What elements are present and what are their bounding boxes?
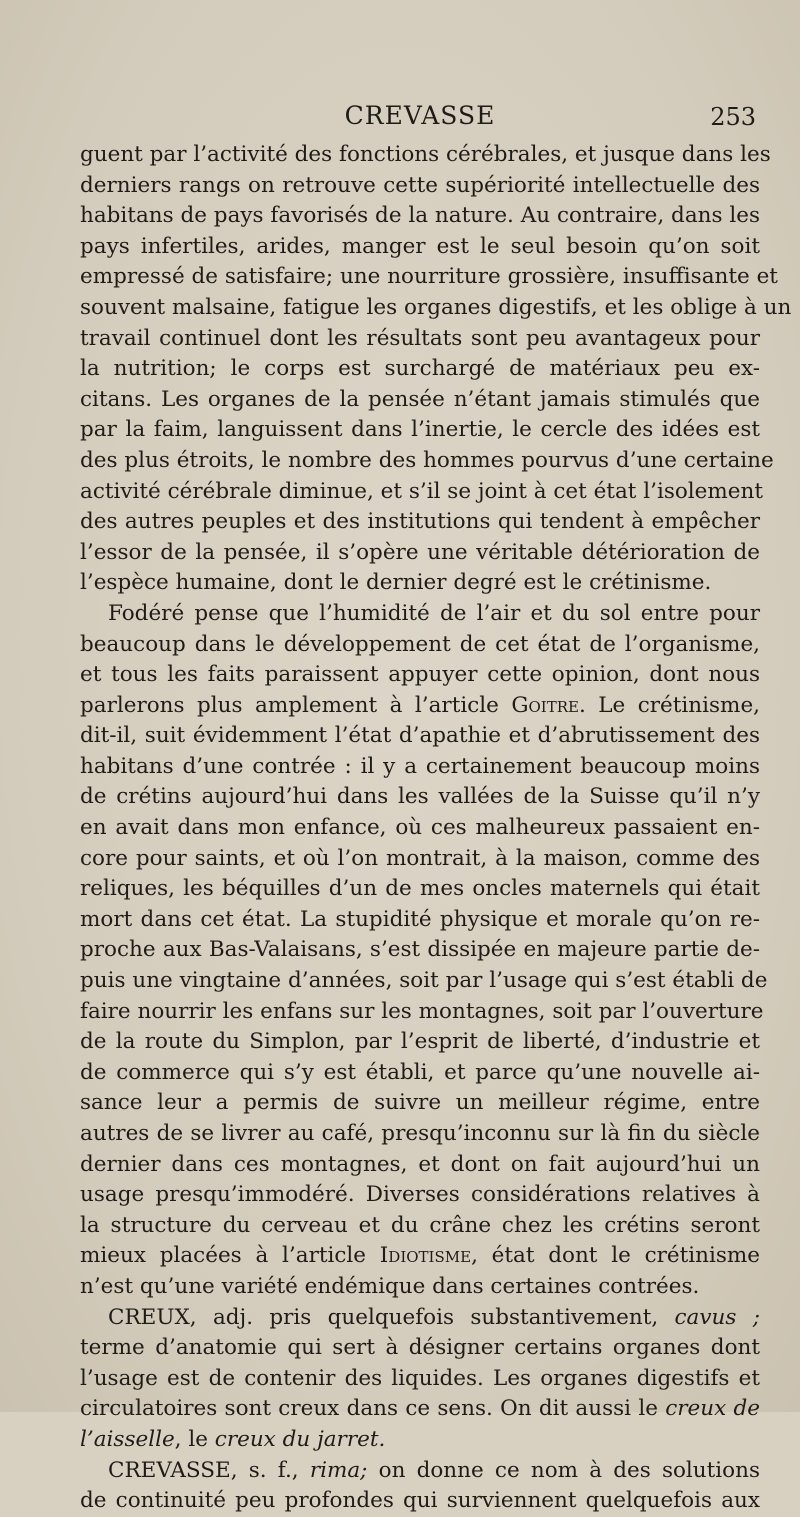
text-line: derniers rangs on retrouve cette supériorité intellectuelle des (80, 172, 760, 198)
text-line (80, 1394, 760, 1425)
text-line: l’usage est de contenir des liquides. Les organes digestifs et (80, 1365, 760, 1391)
text-span: , état dont le crétinisme (471, 1243, 761, 1269)
text-line (80, 1241, 760, 1272)
entry-headword-creux: CREUX (108, 1304, 190, 1330)
text-line: par la faim, languissent dans l’inertie, le cercle des idées est (80, 417, 760, 443)
running-head (80, 99, 760, 133)
text-line (80, 1425, 760, 1456)
text-line: travail continuel dont les résultats sont peu avantageux pour (80, 325, 760, 351)
text-line: l’essor de la pensée, il s’opère une véritable détérioration de (80, 539, 760, 565)
italic-term: creux de (665, 1396, 760, 1422)
text-span: , le (174, 1426, 215, 1452)
text-span: mieux placées à l’article (80, 1243, 380, 1269)
italic-term: creux du jarret. (214, 1426, 386, 1452)
body-text (80, 140, 792, 1517)
text-line: citans. Les organes de la pensée n’étant jamais stimulés que (80, 386, 760, 412)
text-line: reliques, les béquilles d’un de mes oncles maternels qui était (80, 876, 760, 902)
text-line: puis une vingtaine d’années, soit par l’usage qui s’est établi de (80, 968, 768, 994)
text-span: parlerons plus amplement à l’article (80, 692, 512, 718)
text-line: de la route du Simplon, par l’esprit de liberté, d’industrie et (80, 1029, 760, 1055)
text-line: la structure du cerveau et du crâne chez les crétins seront (80, 1212, 760, 1238)
text-line: pays infertiles, arides, manger est le seul besoin qu’on soit (80, 233, 760, 259)
text-line: empressé de satisfaire; une nourriture grossière, insuffisante et (80, 264, 778, 290)
text-line: de crétins aujourd’hui dans les vallées de la Suisse qu’il n’y (80, 784, 760, 810)
text-span: . Le crétinisme, (578, 692, 760, 718)
text-line: et tous les faits paraissent appuyer cette opinion, dont nous (80, 662, 760, 688)
text-line: faire nourrir les enfans sur les montagnes, soit par l’ouverture (80, 998, 764, 1024)
entry-crevasse (80, 1456, 760, 1487)
text-line: guent par l’activité des fonctions cérébrales, et jusque dans les (80, 142, 771, 167)
cross-reference-goitre: Goitre (511, 692, 579, 718)
text-line: habitans de pays favorisés de la nature. Au contraire, dans les (80, 203, 760, 229)
text-line: des autres peuples et des institutions qui tendent à empêcher (80, 509, 760, 535)
text-line: des plus étroits, le nombre des hommes pourvus d’une certaine (80, 447, 774, 473)
text-line: de continuité peu profondes qui surviennent quelquefois aux (80, 1488, 760, 1514)
running-title: CREVASSE (344, 101, 496, 130)
text-line: de commerce qui s’y est établi, et parce qu’une nouvelle ai- (80, 1059, 760, 1085)
text-line: la nutrition; le corps est surchargé de matériaux peu ex- (80, 356, 760, 382)
text-line: terme d’anatomie qui sert à désigner certains organes dont (80, 1335, 760, 1361)
text-line: beaucoup dans le développement de cet état de l’organisme, (80, 631, 760, 657)
text-line: mort dans cet état. La stupidité physique et morale qu’on re- (80, 906, 760, 932)
text-line: proche aux Bas-Valaisans, s’est dissipée en majeure partie de- (80, 937, 760, 963)
text-line: sance leur a permis de suivre un meilleur régime, entre (80, 1090, 760, 1116)
text-line: usage presqu’immodéré. Diverses considérations relatives à (80, 1182, 760, 1208)
text-line: n’est qu’une variété endémique dans certaines contrées. (80, 1273, 700, 1299)
italic-term: l’aisselle (80, 1426, 175, 1452)
cross-reference-idiotisme: Idiotisme (379, 1243, 472, 1269)
text-line: en avait dans mon enfance, où ces malheureux passaient en- (80, 815, 760, 841)
text-line: Fodéré pense que l’humidité de l’air et du sol entre pour (108, 600, 760, 626)
text-line: l’espèce humaine, dont le dernier degré est le crétinisme. (80, 570, 712, 596)
text-line: autres de se livrer au café, presqu’inconnu sur là fin du siècle (80, 1121, 760, 1146)
text-span: circulatoires sont creux dans ce sens. On dit aussi le (80, 1396, 666, 1422)
text-line (80, 691, 760, 722)
text-line: souvent malsaine, fatigue les organes digestifs, et les oblige à un (80, 294, 792, 320)
text-line: core pour saints, et où l’on montrait, à la maison, comme des (80, 845, 760, 871)
entry-creux (80, 1303, 760, 1334)
entry-headword-crevasse: CREVASSE (108, 1457, 231, 1483)
text-line: activité cérébrale diminue, et s’il se joint à cet état l’isolement (80, 478, 764, 504)
text-span: , adj. pris quelquefois substantivement, (189, 1304, 675, 1330)
text-span: on donne ce nom à des solutions (367, 1457, 760, 1483)
text-line: dit-il, suit évidemment l’état d’apathie et d’abrutissement des (80, 723, 760, 749)
text-line: habitans d’une contrée : il y a certainement beaucoup moins (80, 753, 760, 779)
page-number: 253 (710, 103, 756, 131)
text-span: , s. f., (230, 1457, 310, 1483)
latin-term: cavus ; (674, 1304, 760, 1330)
text-line: dernier dans ces montagnes, et dont on fait aujourd’hui un (80, 1151, 760, 1177)
latin-term: rima; (309, 1457, 368, 1483)
